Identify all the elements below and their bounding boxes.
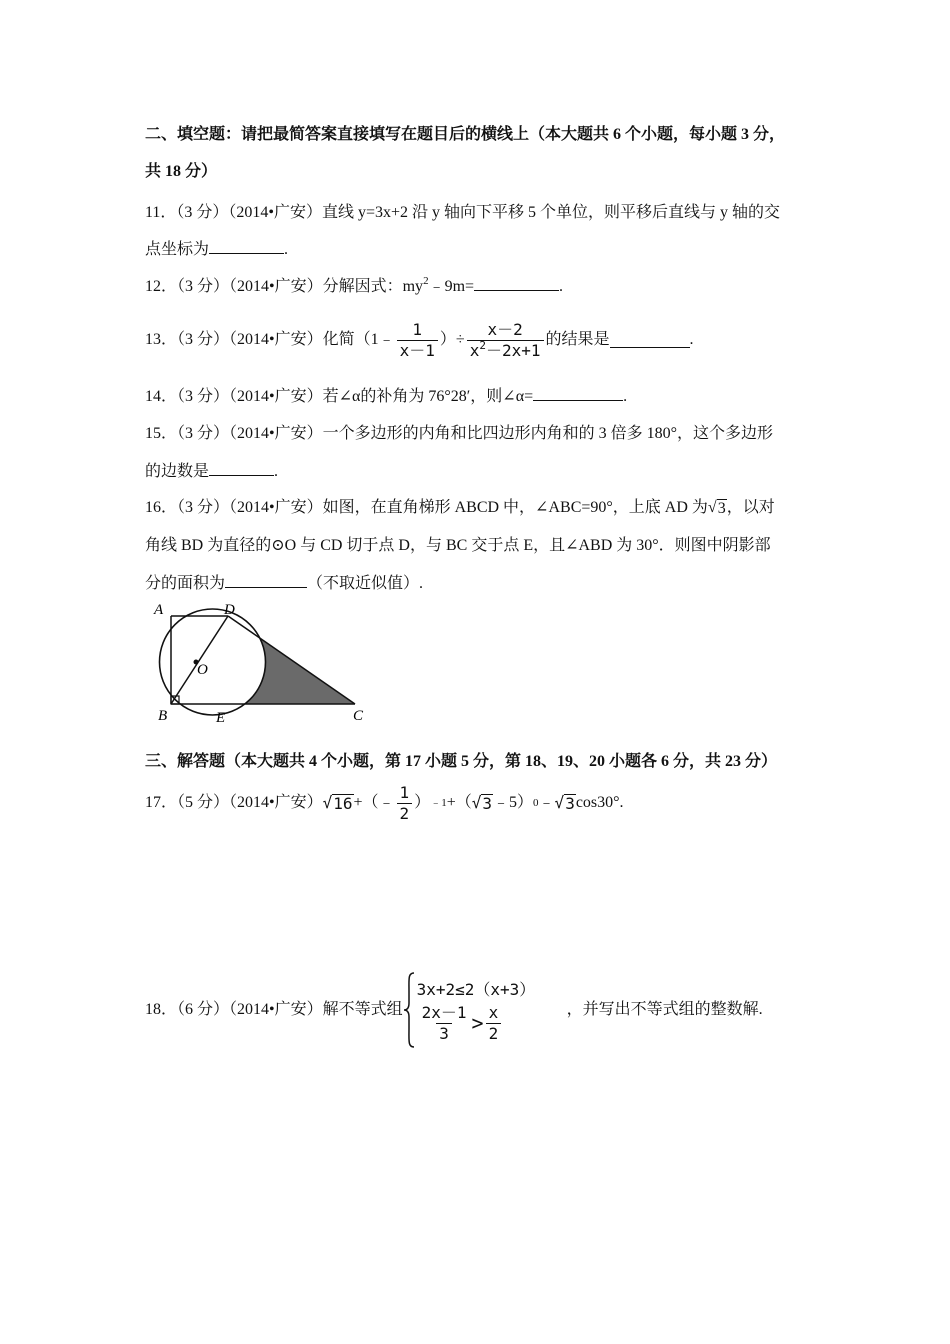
question-18-prefix: 18．（6 分）（2014•广安）解不等式组 — [145, 1001, 403, 1018]
question-11-text: 点坐标为 — [145, 241, 210, 258]
inequality-2 — [417, 1003, 557, 1044]
label-d: D — [224, 602, 235, 618]
label-b: B — [158, 708, 168, 724]
fraction-denominator: 3 — [436, 1023, 452, 1044]
fraction-denominator — [467, 340, 544, 361]
den-part: －2x+1 — [485, 340, 541, 360]
fraction-numerator: x－2 — [487, 319, 523, 339]
expr-part: ﹣5） — [493, 794, 534, 811]
radical-sign: √ — [554, 793, 565, 812]
system-brace — [403, 971, 415, 1049]
question-16-line3 — [145, 573, 423, 594]
expr-part: ） — [414, 794, 431, 811]
circle-o — [160, 609, 266, 715]
fraction-1-over-x-minus-1 — [397, 320, 438, 361]
exponent: 2 — [479, 338, 486, 352]
question-13-suffix: 的结果是 — [545, 331, 610, 348]
section-2-heading-line2: 共 18 分） — [145, 163, 218, 180]
inequality-1: 3x+2≤2（x+3） — [416, 979, 536, 999]
fraction-x-minus-2-over-quadratic — [467, 320, 544, 361]
question-15-line1: 15．（3 分）（2014•广安）一个多边形的内角和比四边形内角和的 3 倍多 180°，这个多边形 — [145, 425, 774, 442]
trapezoid-circle-figure — [140, 600, 380, 730]
period: . — [559, 278, 564, 295]
label-c: C — [353, 708, 364, 724]
answer-blank-16[interactable] — [225, 573, 307, 588]
expr-part: ﹣ — [538, 794, 555, 811]
question-12-rest: ﹣9m= — [428, 278, 475, 295]
fraction-denominator: x－1 — [397, 340, 438, 361]
fraction-2x-minus-1-over-3 — [419, 1003, 470, 1044]
section-3-heading: 三、解答题（本大题共 4 个小题，第 17 小题 5 分，第 18、19、20 小题各 6 分，共 23 分） — [145, 753, 778, 770]
answer-blank-13[interactable] — [610, 333, 690, 348]
den-part: x — [469, 340, 480, 360]
expr-part: +（﹣ — [353, 794, 395, 811]
fraction-x-over-2 — [486, 1003, 502, 1044]
expr-part: +（ — [446, 794, 472, 811]
question-12-text: 12．（3 分）（2014•广安）分解因式：my — [145, 278, 424, 295]
inequality-system — [417, 977, 557, 1044]
fraction-one-half — [397, 783, 413, 824]
sqrt-3 — [472, 793, 493, 813]
radicand: 16 — [333, 794, 353, 813]
question-16-line1 — [145, 498, 775, 518]
radical-sign: √ — [707, 499, 717, 516]
diagonal-bd — [171, 616, 228, 704]
question-16-text: 分的面积为 — [145, 575, 226, 592]
answer-blank-11[interactable] — [209, 239, 284, 254]
division-sign: ）÷ — [439, 331, 465, 348]
question-16-line2: 角线 BD 为直径的⊙O 与 CD 切于点 D，与 BC 交于点 E，且∠ABD 为 30°．则图中阴影部 — [145, 537, 771, 554]
question-12 — [145, 276, 563, 297]
sqrt-3 — [555, 793, 576, 813]
radicand: 3 — [565, 794, 575, 813]
radicand: 3 — [717, 500, 726, 517]
question-14 — [145, 386, 627, 407]
answer-blank-15[interactable] — [209, 461, 274, 476]
question-17-prefix: 17．（5 分）（2014•广安） — [145, 794, 323, 811]
label-a: A — [154, 602, 164, 618]
question-16-note: （不取近似值）. — [307, 575, 424, 592]
sqrt-3 — [708, 498, 727, 518]
question-13 — [145, 315, 694, 365]
fraction-numerator: 2x－1 — [421, 1002, 467, 1022]
question-11-line2 — [145, 239, 288, 260]
period: . — [284, 241, 289, 258]
question-18 — [145, 970, 763, 1050]
fraction-numerator: x — [488, 1002, 499, 1022]
expr-part: cos30°. — [575, 794, 624, 811]
question-17: 17．（5 分）（2014•广安） √ 16 +（﹣ $\frac{1}{2}$ ） ﹣1 +（ √ 3 ﹣5） 0 ﹣ √ 3 cos30°. — [145, 782, 624, 823]
section-2-heading-line1: 二、填空题：请把最简答案直接填写在题目后的横线上（本大题共 6 个小题，每小题 3 分， — [145, 126, 786, 143]
radical-sign: √ — [322, 793, 333, 812]
fraction-numerator: 1 — [412, 319, 423, 339]
fraction-numerator: 1 — [399, 782, 410, 802]
question-15-text: 的边数是 — [145, 463, 210, 480]
label-e: E — [216, 710, 226, 726]
question-13-prefix: 13．（3 分）（2014•广安）化简（1﹣ — [145, 331, 395, 348]
sqrt-16 — [323, 793, 354, 813]
radical-sign: √ — [471, 793, 482, 812]
fraction-denominator: 2 — [486, 1023, 502, 1044]
question-15-line2 — [145, 461, 278, 482]
question-16-text-end: ，以对 — [726, 499, 775, 516]
answer-blank-12[interactable] — [474, 276, 559, 291]
period: . — [274, 463, 279, 480]
period: . — [623, 388, 628, 405]
question-14-text: 14．（3 分）（2014•广安）若∠α的补角为 76°28′，则∠α= — [145, 388, 534, 405]
question-16-text: 16．（3 分）（2014•广安）如图，在直角梯形 ABCD 中，∠ABC=90°，上底 AD 为 — [145, 499, 708, 516]
period: . — [689, 331, 694, 348]
answer-blank-14[interactable] — [533, 386, 623, 401]
question-11-line1: 11．（3 分）（2014•广安）直线 y=3x+2 沿 y 轴向下平移 5 个单位，则平移后直线与 y 轴的交 — [145, 204, 781, 221]
fraction-denominator: 2 — [397, 803, 413, 824]
radicand: 3 — [482, 794, 493, 813]
greater-than-sign: > — [471, 1011, 484, 1035]
question-18-suffix: ，并写出不等式组的整数解. — [566, 1001, 763, 1018]
label-o: O — [197, 662, 208, 678]
exponent: 2 — [423, 275, 429, 287]
